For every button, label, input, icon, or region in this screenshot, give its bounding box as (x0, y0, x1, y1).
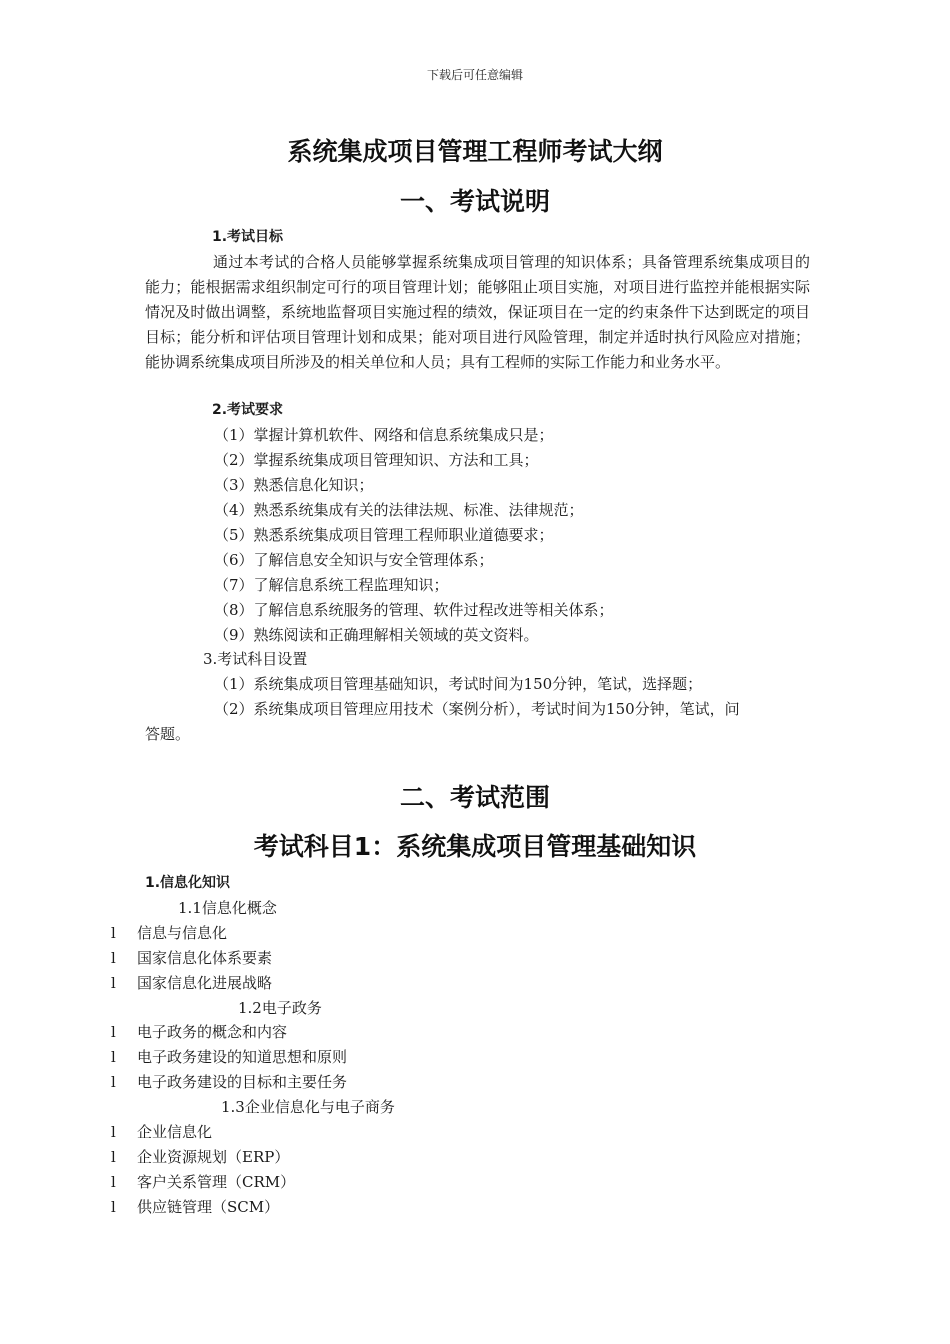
section1-heading: 一、考试说明 (399, 187, 550, 216)
bullet-item: 国家信息化进展战略 (137, 974, 273, 992)
goal-heading: 1.考试目标 (212, 229, 284, 245)
subject-2-description: （2）系统集成项目管理应用技术（案例分析），考试时间为150分钟，笔试，问 (214, 700, 740, 718)
list-item: （1）掌握计算机软件、网络和信息系统集成只是； (214, 426, 554, 444)
list-item: （4）熟悉系统集成有关的法律法规、标准、法律规范； (214, 501, 584, 519)
subtopic-heading: 1.3企业信息化与电子商务 (221, 1098, 395, 1116)
bullet-item: 国家信息化体系要素 (137, 949, 273, 967)
requirements-heading: 2.考试要求 (212, 402, 284, 418)
bullet-item: 电子政务建设的知道思想和原则 (137, 1048, 348, 1066)
bullet-item: 供应链管理（SCM） (137, 1198, 280, 1216)
list-item: （9）熟练阅读和正确理解相关领域的英文资料。 (214, 626, 539, 644)
list-item: （7）了解信息系统工程监理知识； (214, 576, 449, 594)
topic-heading: 1.信息化知识 (145, 875, 231, 891)
bullet-marker: l (111, 1198, 116, 1216)
bullet-marker: l (111, 1073, 116, 1091)
requirements-list (214, 423, 614, 648)
bullet-item: 电子政务的概念和内容 (137, 1023, 288, 1041)
list-item: （5）熟悉系统集成项目管理工程师职业道德要求； (214, 526, 554, 544)
subtopic-heading: 1.1信息化概念 (178, 899, 277, 917)
bullet-marker: l (111, 1148, 116, 1166)
document-title: 系统集成项目管理工程师考试大纲 (287, 137, 663, 166)
subject-1-description: （1）系统集成项目管理基础知识，考试时间为150分钟，笔试，选择题； (214, 675, 703, 693)
subtopic-heading: 1.2电子政务 (238, 999, 322, 1017)
bullet-item: 客户关系管理（CRM） (137, 1173, 296, 1191)
bullet-item: 企业资源规划（ERP） (137, 1148, 290, 1166)
list-item: （3）熟悉信息化知识； (214, 476, 374, 494)
bullet-item: 企业信息化 (137, 1123, 213, 1141)
list-item: （6）了解信息安全知识与安全管理体系； (214, 551, 494, 569)
goal-paragraph: 通过本考试的合格人员能够掌握系统集成项目管理的知识体系；具备管理系统集成项目的能力；能根据需求组织制定可行的项目管理计划；能够阻止项目实施，对项目进行监控并能根据实际情况及时做出调整，系统地监督项目实施过程的绩效，保证项目在一定的约束条件下达到既定的项目目标；能分析和评估项目管理计划和成果；能对项目进行风险管理，制定并适时执行风险应对措施；能协调系统集成项目所涉及的相关单位和人员；具有工程师的实际工作能力和业务水平。 (145, 253, 810, 371)
section2-heading: 二、考试范围 (399, 783, 550, 812)
bullet-marker: l (111, 1123, 116, 1141)
bullet-marker: l (111, 924, 116, 942)
bullet-marker: l (111, 1173, 116, 1191)
bullet-marker: l (111, 974, 116, 992)
header-note: 下载后可任意编辑 (426, 68, 523, 82)
subject-2-description-cont: 答题。 (145, 725, 191, 743)
bullet-item: 信息与信息化 (137, 924, 228, 942)
subject-title: 考试科目1：系统集成项目管理基础知识 (253, 832, 697, 861)
list-item: （8）了解信息系统服务的管理、软件过程改进等相关体系； (214, 601, 614, 619)
bullet-item: 电子政务建设的目标和主要任务 (137, 1073, 348, 1091)
bullet-marker: l (111, 949, 116, 967)
bullet-marker: l (111, 1023, 116, 1041)
subjects-heading: 3.考试科目设置 (203, 650, 308, 668)
list-item: （2）掌握系统集成项目管理知识、方法和工具； (214, 451, 539, 469)
bullet-marker: l (111, 1048, 116, 1066)
